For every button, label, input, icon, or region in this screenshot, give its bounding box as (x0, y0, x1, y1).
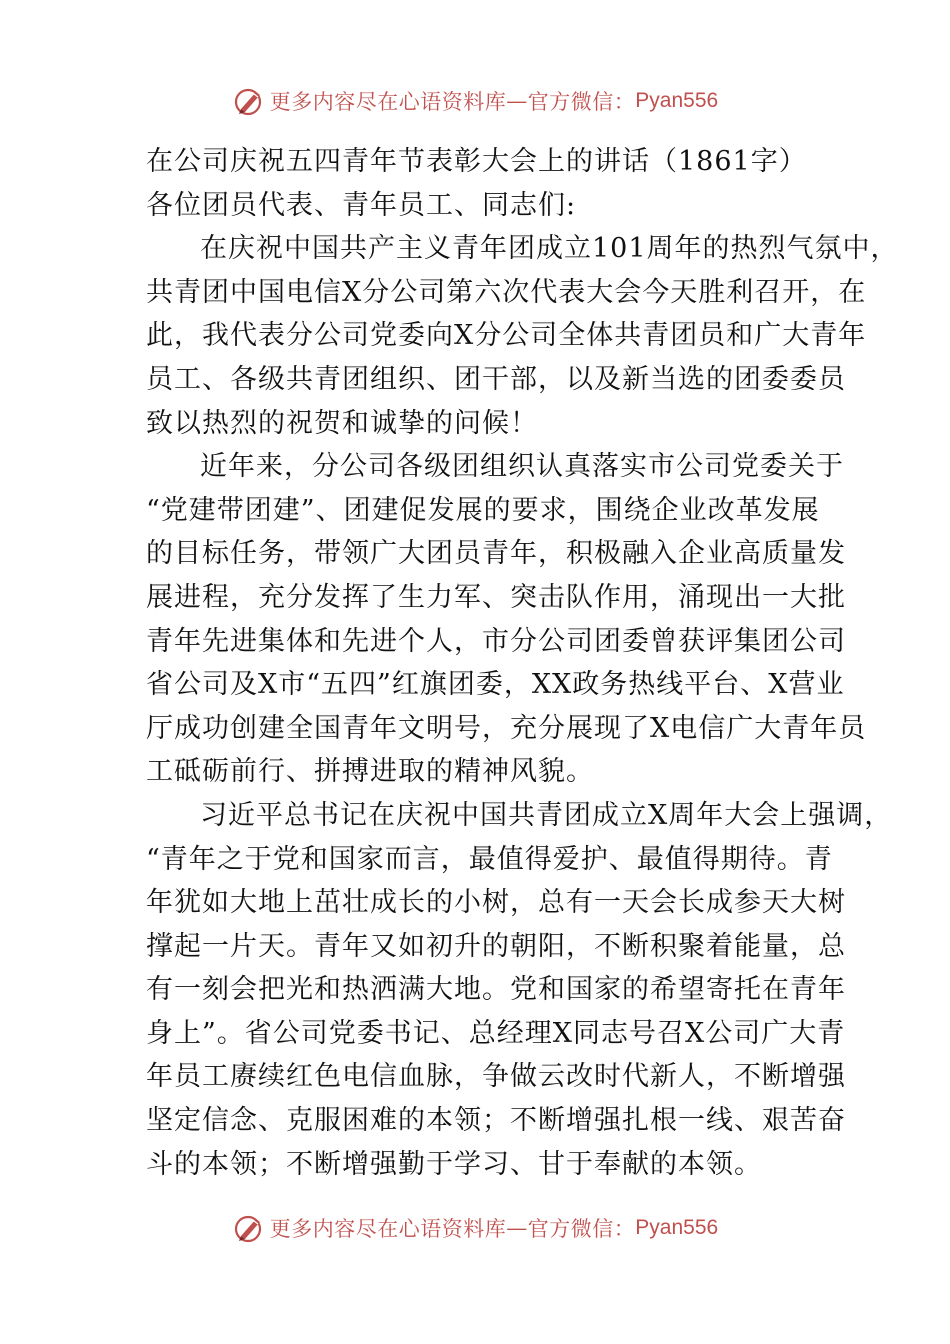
paragraph-line: 的目标任务，带领广大团员青年，积极融入企业高质量发 (146, 538, 846, 570)
watermark-title: 更多内容尽在心语资料库 (269, 1217, 507, 1241)
watermark-wechat-id: Pyan556 (635, 89, 719, 112)
paragraph-line: 撑起一片天。青年又如初升的朝阳，不断积聚着能量，总 (146, 930, 846, 962)
paragraph-line: 省公司及X市“五四”红旗团委，XX政务热线平台、X营业 (146, 669, 845, 701)
paragraph-1 (146, 227, 899, 445)
watermark-wechat-label: 官方微信： (527, 90, 636, 114)
paragraph-3 (146, 794, 893, 1186)
paragraph-line: 青年先进集体和先进个人，市分公司团委曾获评集团公司 (146, 625, 846, 657)
paragraph-line: 斗的本领；不断增强勤于学习、甘于奉献的本领。 (146, 1148, 762, 1180)
paragraph-line: 致以热烈的祝贺和诚挚的问候！ (146, 407, 538, 439)
watermark-banner-bottom (0, 1211, 950, 1245)
watermark-title: 更多内容尽在心语资料库 (269, 90, 507, 114)
document-title: 在公司庆祝五四青年节表彰大会上的讲话（1861字） (146, 146, 807, 177)
paragraph-line: 身上”。省公司党委书记、总经理X同志号召X公司广大青 (146, 1017, 846, 1049)
paragraph-2 (146, 445, 867, 794)
watermark-wechat-id: Pyan556 (635, 1216, 719, 1239)
paragraph-line: “党建带团建”、团建促发展的要求，围绕企业改革发展 (146, 494, 820, 526)
watermark-banner-top (0, 84, 950, 118)
pen-logo-icon (232, 84, 266, 118)
watermark-wechat-label: 官方微信： (527, 1217, 636, 1241)
paragraph-line: 年员工赓续红色电信血脉，争做云改时代新人，不断增强 (146, 1061, 846, 1093)
paragraph-line: 厅成功创建全国青年文明号，充分展现了X电信广大青年员 (146, 712, 867, 744)
paragraph-line: 展进程，充分发挥了生力军、突击队作用，涌现出一大批 (146, 581, 846, 613)
watermark-dash: — (506, 1216, 528, 1240)
paragraph-line: 工砥砺前行、拼搏进取的精神风貌。 (146, 756, 594, 788)
watermark-dash: — (506, 89, 528, 113)
paragraph-line: 有一刻会把光和热洒满大地。党和国家的希望寄托在青年 (146, 974, 846, 1006)
pen-logo-icon (232, 1211, 266, 1245)
paragraph-line: 年犹如大地上茁壮成长的小树，总有一天会长成参天大树 (146, 887, 846, 919)
paragraph-line: 员工、各级共青团组织、团干部，以及新当选的团委委员 (146, 363, 846, 395)
paragraph-line: 坚定信念、克服困难的本领；不断增强扎根一线、艰苦奋 (146, 1105, 846, 1137)
document-body (146, 140, 899, 1186)
paragraph-line: 此，我代表分公司党委向X分公司全体共青团员和广大青年 (146, 320, 867, 352)
paragraph-line: “青年之于党和国家而言，最值得爱护、最值得期待。青 (146, 843, 833, 875)
paragraph-line: 共青团中国电信X分公司第六次代表大会今天胜利召开，在 (146, 276, 867, 308)
salutation: 各位团员代表、青年员工、同志们: (146, 189, 577, 221)
paragraph-line: 在庆祝中国共产主义青年团成立101周年的热烈气氛中， (200, 233, 899, 265)
paragraph-line: 近年来，分公司各级团组织认真落实市公司党委关于 (200, 451, 844, 483)
paragraph-line: 习近平总书记在庆祝中国共青团成立X周年大会上强调， (200, 799, 893, 831)
